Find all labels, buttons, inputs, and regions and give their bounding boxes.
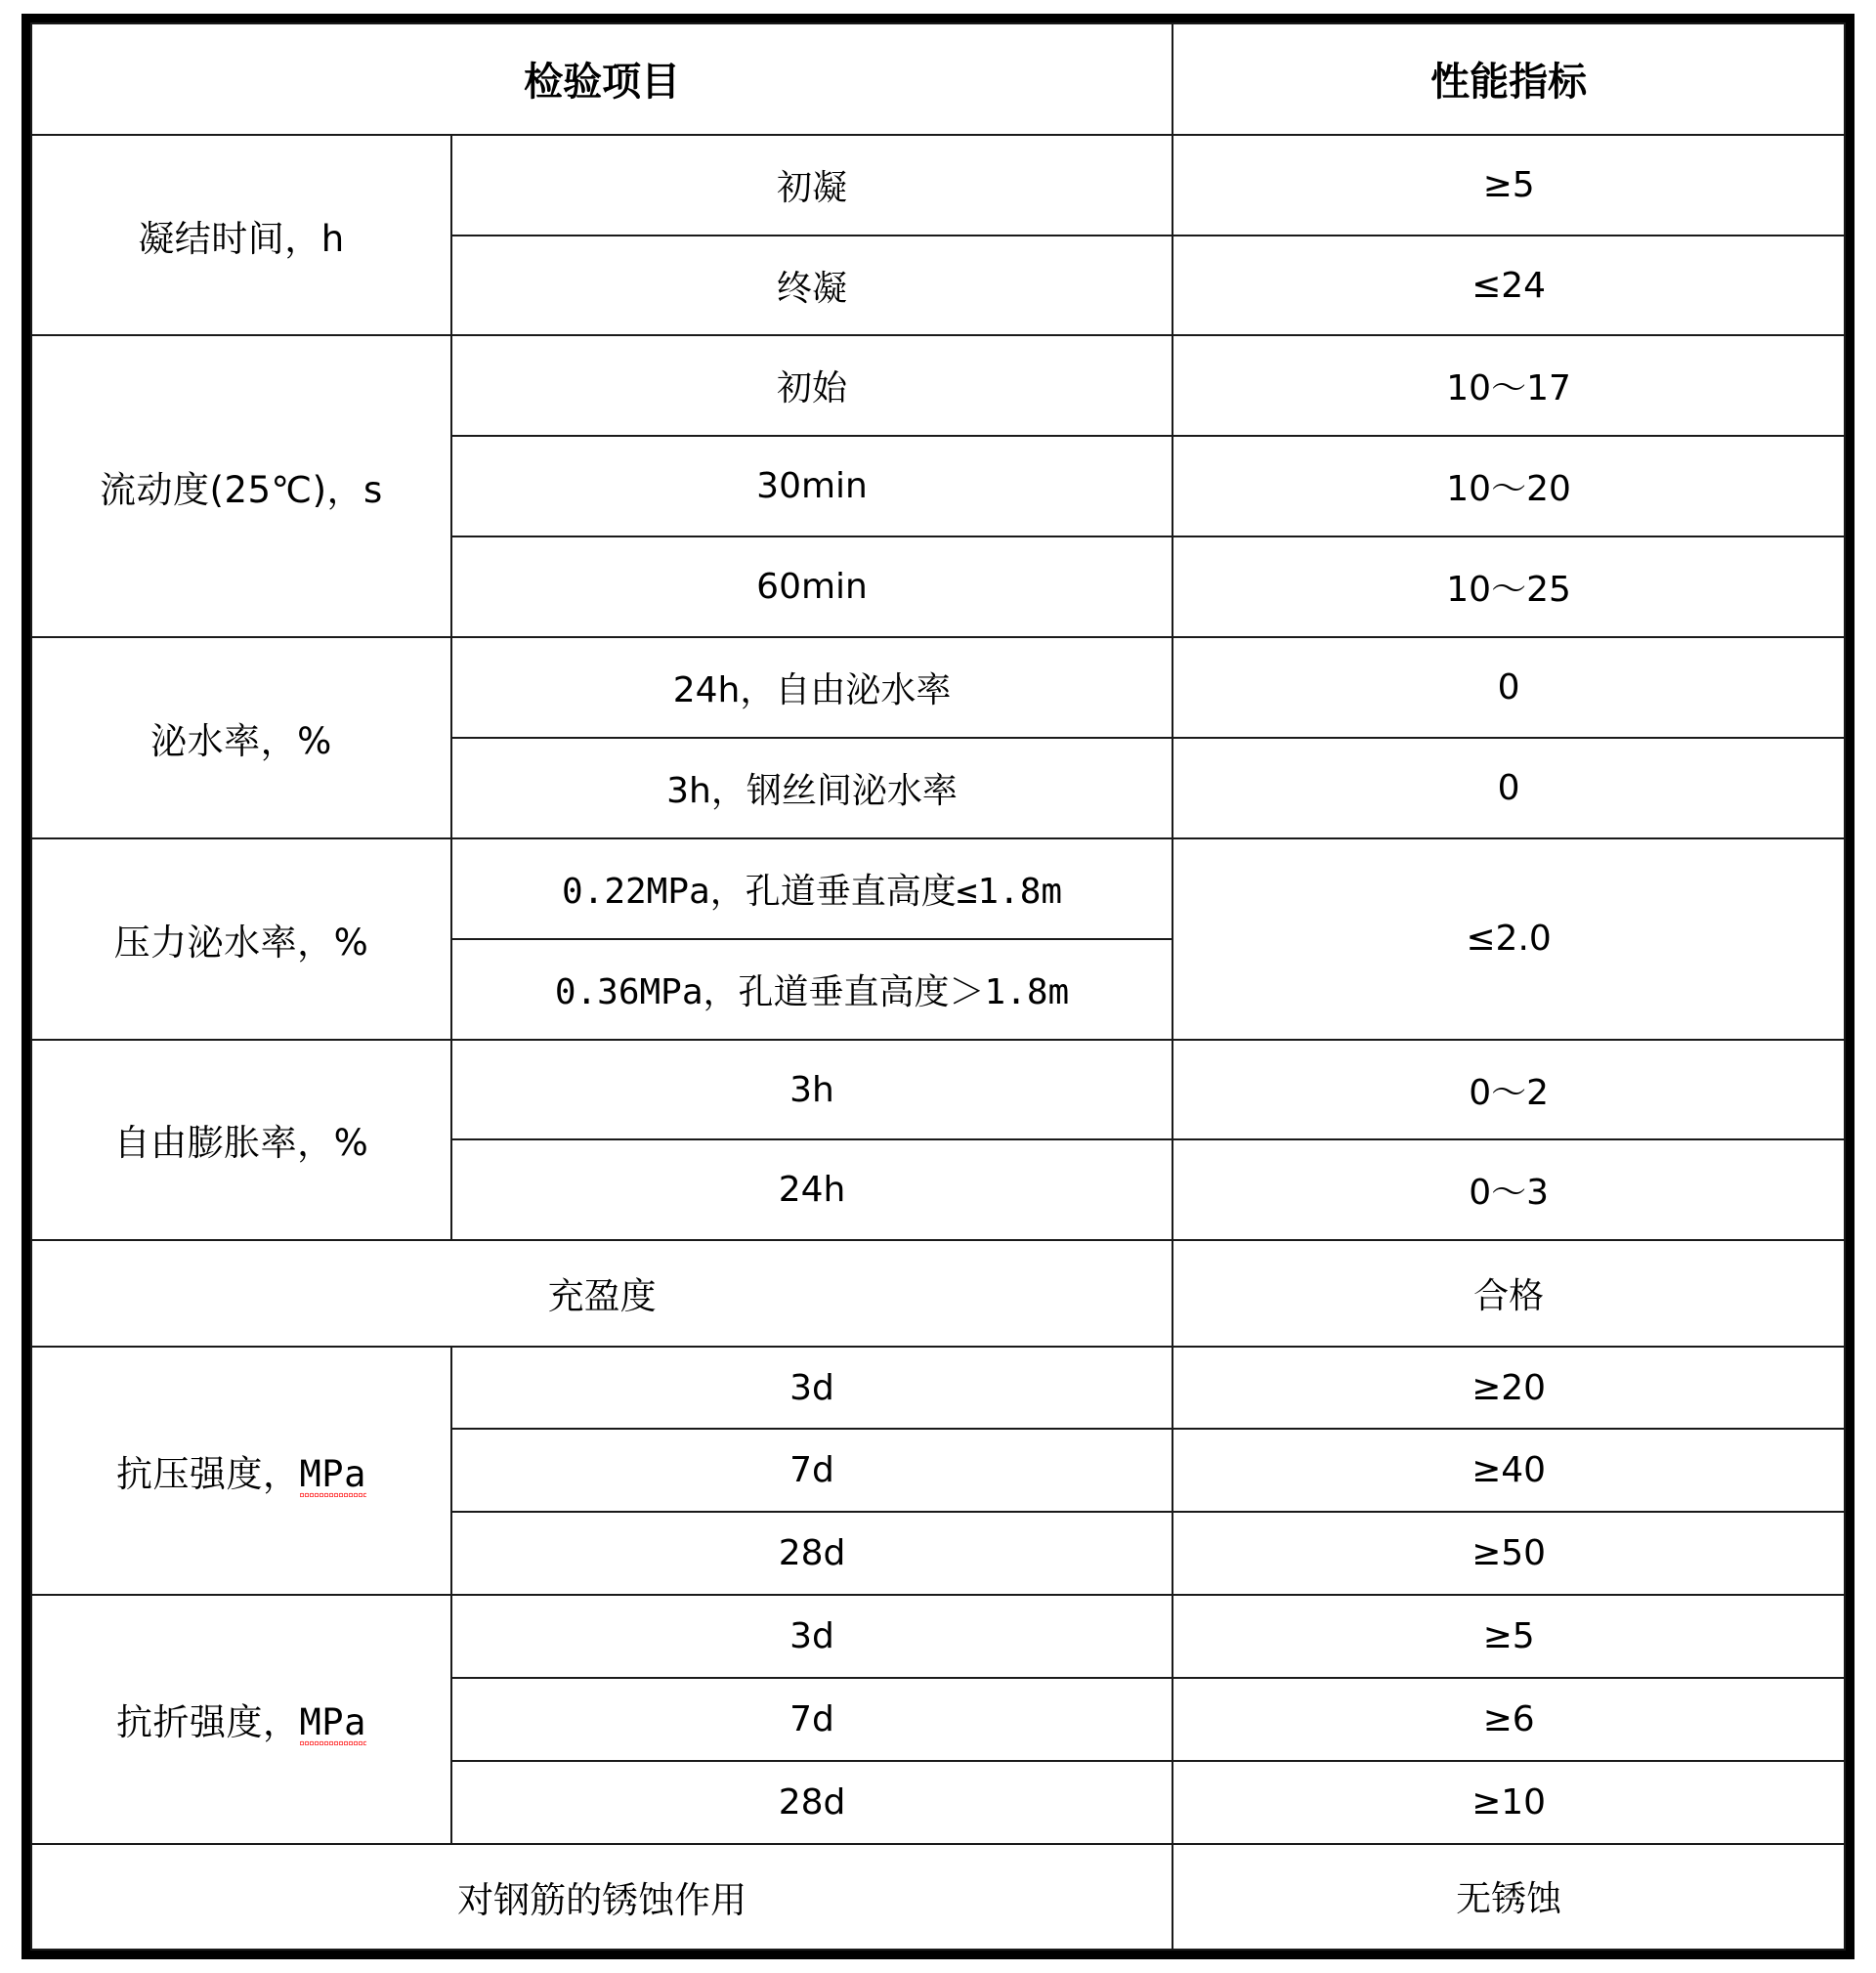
subitem-compressive-28d: 28d: [451, 1512, 1172, 1595]
table-row: [31, 1240, 1845, 1346]
performance-spec-table: [30, 22, 1846, 1951]
subitem-pressure-036: 0.36MPa，孔道垂直高度＞1.8m: [451, 939, 1172, 1040]
table-row: [31, 1040, 1845, 1140]
category-fluidity: 流动度(25℃)，s: [31, 335, 451, 637]
value-filling-degree: 合格: [1172, 1240, 1845, 1346]
table-row: [31, 637, 1845, 738]
value-pressure-bleeding: ≤2.0: [1172, 838, 1845, 1040]
value-wire-bleeding-3h: 0: [1172, 738, 1845, 838]
category-compressive-strength-text: 抗压强度，: [116, 1452, 300, 1495]
value-compressive-3d: ≥20: [1172, 1347, 1845, 1430]
table-header-row: [31, 23, 1845, 135]
subitem-fluidity-60min: 60min: [451, 536, 1172, 637]
subitem-compressive-7d: 7d: [451, 1429, 1172, 1512]
value-compressive-7d: ≥40: [1172, 1429, 1845, 1512]
subitem-expansion-24h: 24h: [451, 1139, 1172, 1240]
table-row: [31, 1844, 1845, 1950]
header-indicator: 性能指标: [1172, 23, 1845, 135]
label-filling-degree: 充盈度: [31, 1240, 1172, 1346]
subitem-final-set: 终凝: [451, 236, 1172, 336]
subitem-initial-set: 初凝: [451, 135, 1172, 236]
category-setting-time: 凝结时间，h: [31, 135, 451, 336]
table-row: [31, 1347, 1845, 1430]
category-pressure-bleeding: 压力泌水率，%: [31, 838, 451, 1040]
value-fluidity-30min: 10～20: [1172, 436, 1845, 536]
subitem-pressure-022: 0.22MPa，孔道垂直高度≤1.8m: [451, 838, 1172, 939]
category-flexural-strength-text: 抗折强度，: [116, 1701, 300, 1744]
category-compressive-strength-unit: MPa: [299, 1452, 366, 1495]
value-fluidity-60min: 10～25: [1172, 536, 1845, 637]
value-compressive-28d: ≥50: [1172, 1512, 1845, 1595]
category-bleeding-rate: 泌水率，%: [31, 637, 451, 838]
subitem-compressive-3d: 3d: [451, 1347, 1172, 1430]
subitem-fluidity-initial: 初始: [451, 335, 1172, 436]
table-row: [31, 135, 1845, 236]
value-rebar-corrosion: 无锈蚀: [1172, 1844, 1845, 1950]
value-final-set: ≤24: [1172, 236, 1845, 336]
value-initial-set: ≥5: [1172, 135, 1845, 236]
value-flexural-7d: ≥6: [1172, 1678, 1845, 1761]
subitem-flexural-7d: 7d: [451, 1678, 1172, 1761]
subitem-wire-bleeding-3h: 3h，钢丝间泌水率: [451, 738, 1172, 838]
table-row: [31, 335, 1845, 436]
subitem-expansion-3h: 3h: [451, 1040, 1172, 1140]
value-flexural-28d: ≥10: [1172, 1761, 1845, 1844]
value-expansion-3h: 0～2: [1172, 1040, 1845, 1140]
table-row: [31, 1595, 1845, 1678]
category-flexural-strength-unit: MPa: [299, 1701, 366, 1744]
header-item: 检验项目: [31, 23, 1172, 135]
value-free-bleeding-24h: 0: [1172, 637, 1845, 738]
subitem-flexural-3d: 3d: [451, 1595, 1172, 1678]
category-compressive-strength: [31, 1347, 451, 1595]
subitem-free-bleeding-24h: 24h，自由泌水率: [451, 637, 1172, 738]
table-outer-frame: [21, 14, 1855, 1959]
category-flexural-strength: [31, 1595, 451, 1843]
value-fluidity-initial: 10～17: [1172, 335, 1845, 436]
value-expansion-24h: 0～3: [1172, 1139, 1845, 1240]
value-flexural-3d: ≥5: [1172, 1595, 1845, 1678]
label-rebar-corrosion: 对钢筋的锈蚀作用: [31, 1844, 1172, 1950]
category-free-expansion: 自由膨胀率，%: [31, 1040, 451, 1241]
table-row: [31, 838, 1845, 939]
subitem-fluidity-30min: 30min: [451, 436, 1172, 536]
subitem-flexural-28d: 28d: [451, 1761, 1172, 1844]
